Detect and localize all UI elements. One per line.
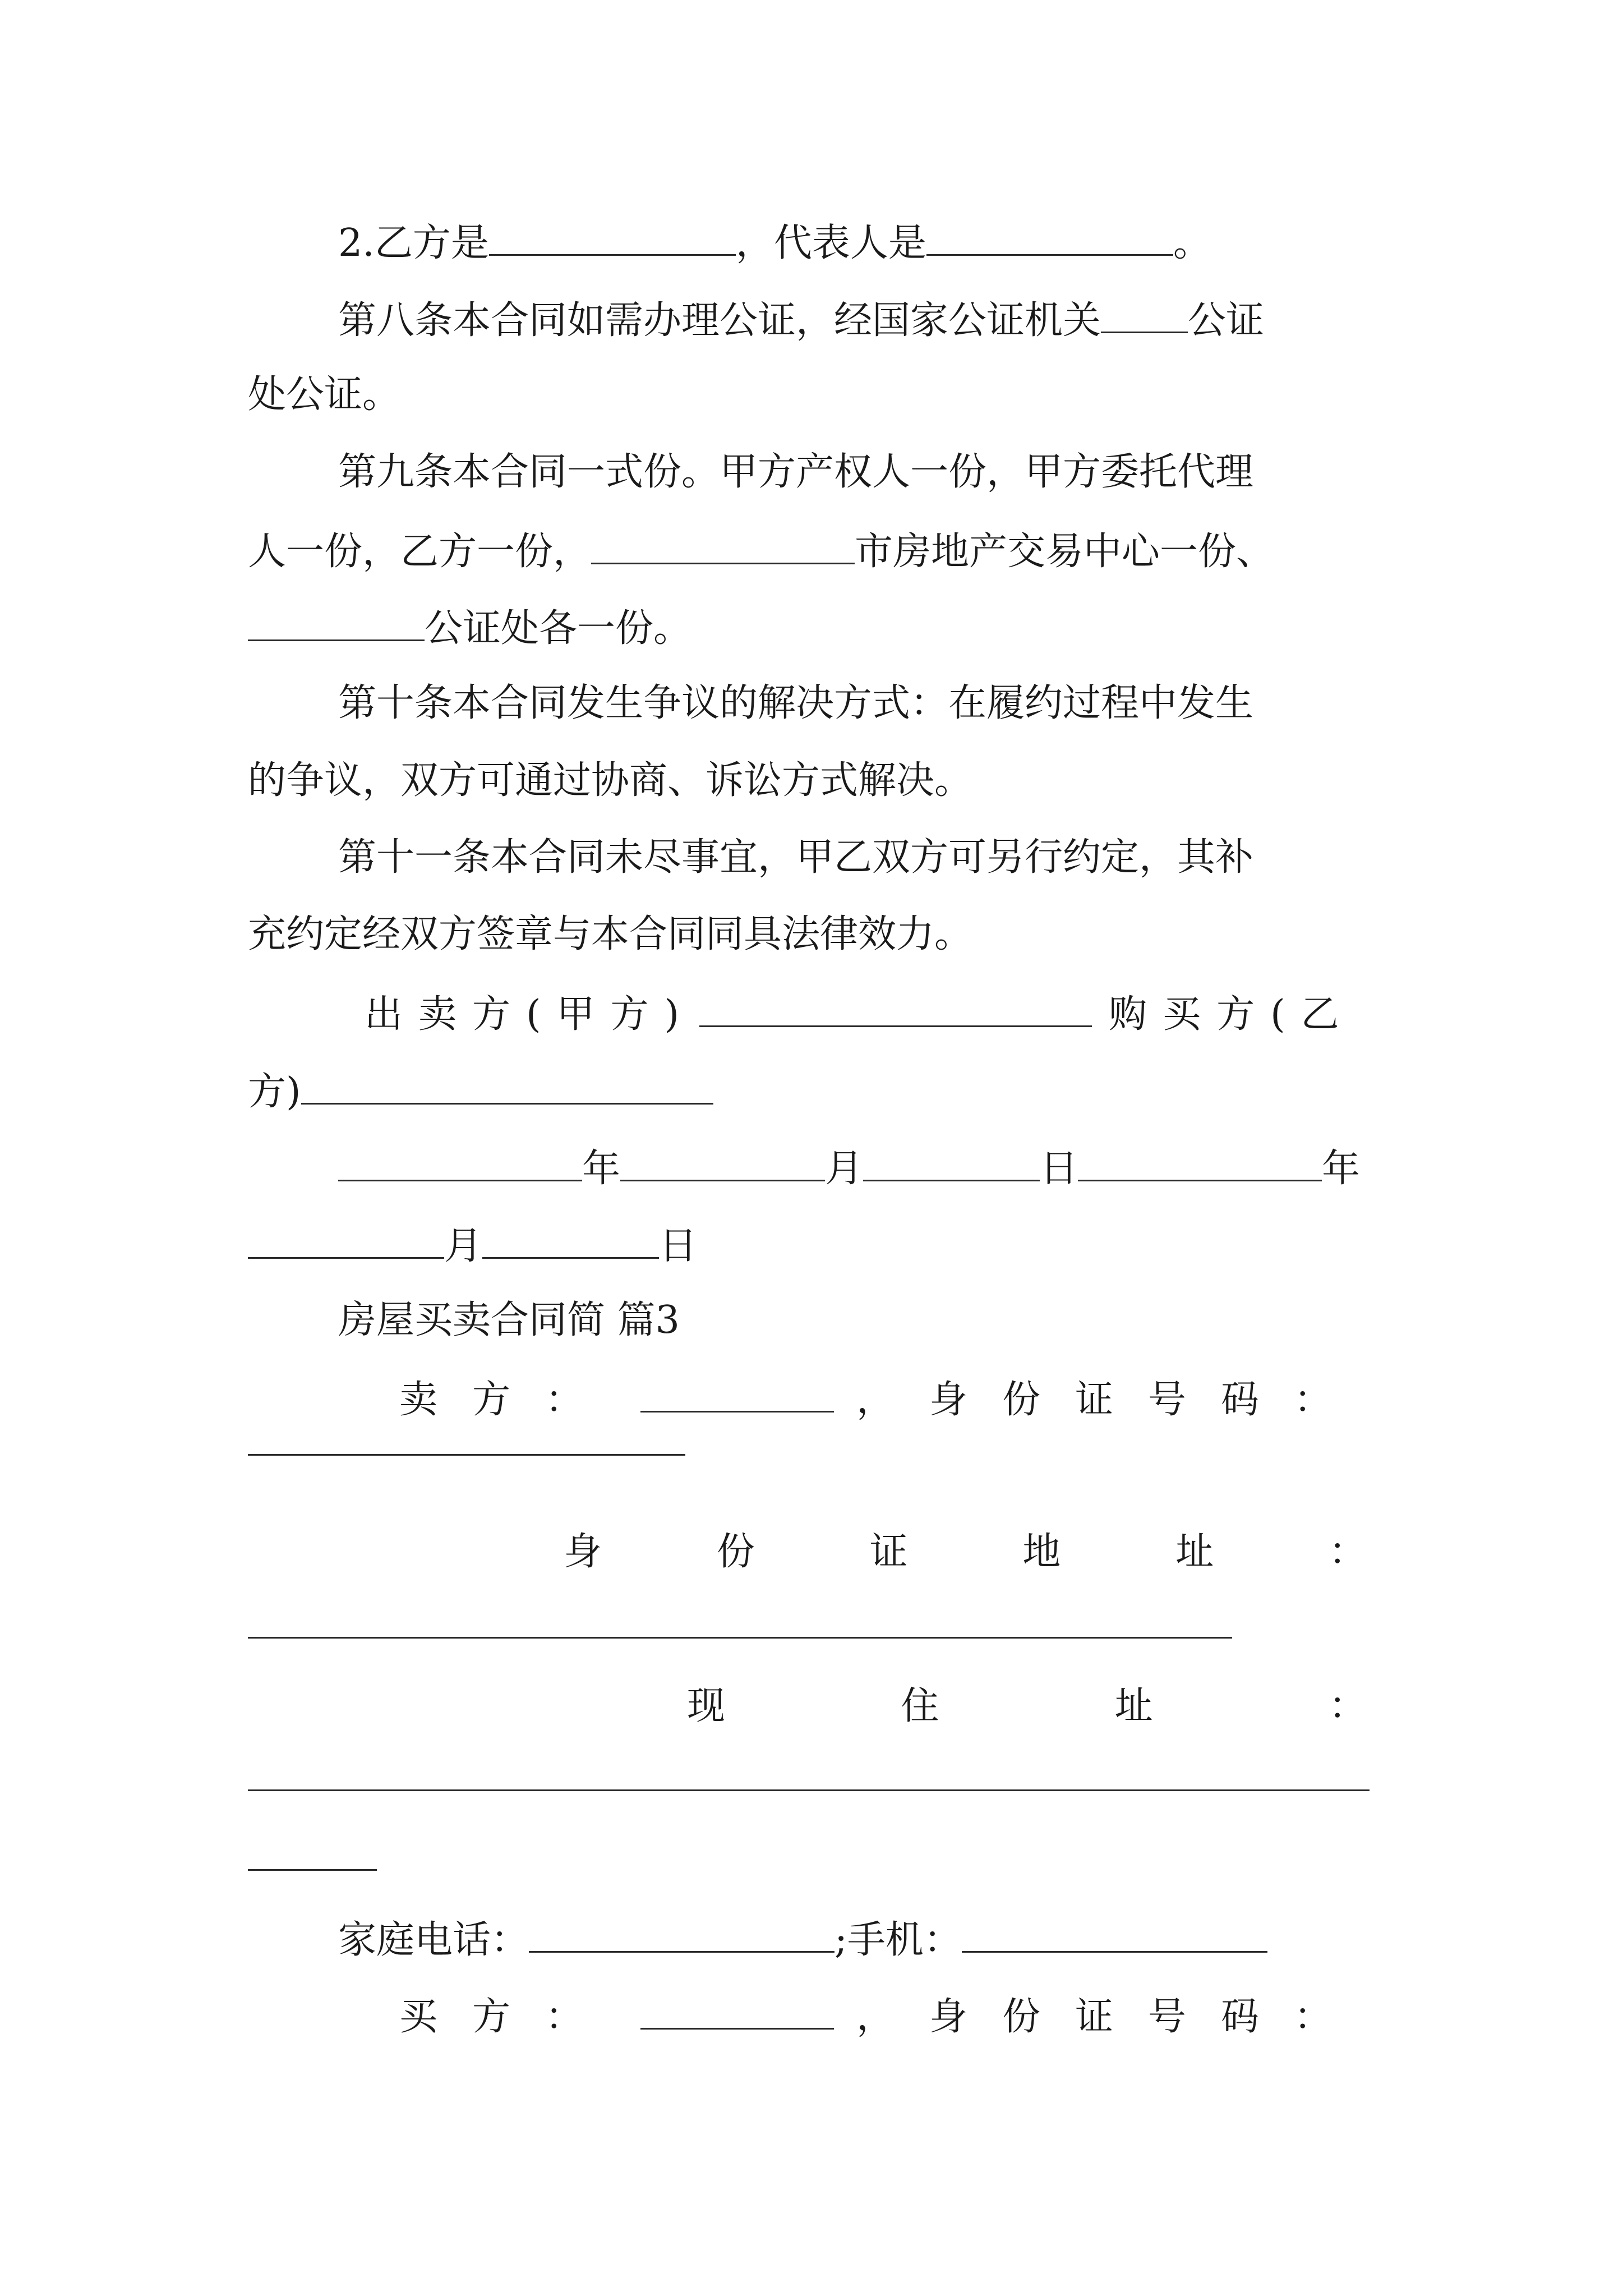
article-9-line-3: [248, 606, 692, 651]
current-address-colon: ：: [1328, 1684, 1367, 1728]
buyer-month-blank[interactable]: [248, 1225, 444, 1259]
city-blank[interactable]: [591, 530, 855, 564]
article-8-line-1: [338, 298, 1265, 343]
seller-name-blank[interactable]: [640, 1378, 834, 1412]
seller-label: 出卖方(甲方): [365, 992, 695, 1037]
period: 。: [1173, 220, 1211, 265]
article-8-tail: 公证: [1188, 298, 1265, 343]
id-address-char-5: 址: [1175, 1530, 1214, 1574]
current-address-char-2: 住: [901, 1684, 939, 1728]
id-address-char-3: 证: [869, 1530, 908, 1574]
seller-month-blank[interactable]: [620, 1147, 825, 1181]
buyer-day-blank[interactable]: [482, 1225, 659, 1259]
buyer-label-tail: 方): [248, 1069, 301, 1114]
current-address-line: [687, 1684, 1367, 1728]
article-9-line-1: 第九条本合同一式份。甲方产权人一份，甲方委托代理: [338, 450, 1254, 494]
seller-signature-blank[interactable]: [699, 993, 1092, 1027]
article-8-line-2: 处公证。: [248, 372, 401, 417]
id-address-line: [564, 1530, 1367, 1574]
buyer-signature-blank[interactable]: [301, 1070, 713, 1105]
phone-line: [338, 1917, 1267, 1962]
day-label-2: 日: [659, 1223, 698, 1268]
representative-blank[interactable]: [926, 222, 1173, 256]
current-address-blank-1[interactable]: [248, 1789, 1370, 1791]
year-label: 年: [582, 1146, 621, 1191]
article-8-text: 第八条本合同如需办理公证，经国家公证机关: [338, 298, 1101, 343]
article-10-line-1: 第十条本合同发生争议的解决方式：在履约过程中发生: [338, 681, 1254, 725]
article-9-line-2: [248, 529, 1275, 574]
buyer-label-text: 买方：: [399, 1994, 619, 2039]
notary-blank[interactable]: [248, 607, 425, 641]
seller-year-blank[interactable]: [338, 1147, 582, 1181]
signature-line: [365, 992, 1394, 1037]
seller-id-label: ，身份证号码：: [856, 1377, 1367, 1422]
mobile-label: ;手机：: [834, 1917, 962, 1962]
buyer-label-head: 购买方(乙: [1109, 992, 1355, 1037]
section-title: 房屋买卖合同简 篇3: [338, 1298, 680, 1342]
year-label-2: 年: [1322, 1146, 1361, 1191]
party-b-line: [338, 222, 1211, 263]
home-phone-label: 家庭电话：: [338, 1917, 529, 1962]
current-address-char-1: 现: [687, 1684, 726, 1728]
id-address-blank[interactable]: [248, 1637, 1232, 1639]
date-line-2: [248, 1225, 697, 1266]
article-9-copies-text: 人一份，乙方一份，: [248, 529, 592, 574]
notary-copy-text: 公证处各一份。: [425, 606, 692, 651]
id-address-char-4: 地: [1022, 1530, 1061, 1574]
seller-day-blank[interactable]: [863, 1147, 1040, 1181]
mobile-blank[interactable]: [962, 1918, 1267, 1953]
article-11-line-1: 第十一条本合同未尽事宜，甲乙双方可另行约定，其补: [338, 835, 1254, 880]
buyer-name-blank[interactable]: [640, 1995, 834, 2030]
day-label: 日: [1040, 1146, 1078, 1191]
party-b-label: 2.乙方是: [338, 220, 489, 265]
buyer-year-blank[interactable]: [1078, 1147, 1322, 1181]
home-phone-blank[interactable]: [529, 1918, 834, 1953]
id-address-char-2: 份: [716, 1530, 755, 1574]
seller-label-text: 卖方：: [399, 1377, 619, 1422]
party-b-name-blank[interactable]: [489, 222, 736, 256]
seller-line: [399, 1377, 1367, 1422]
article-10-line-2: 的争议，双方可通过协商、诉讼方式解决。: [248, 758, 973, 803]
representative-label: ，代表人是: [735, 220, 926, 265]
date-line-1: [338, 1146, 1361, 1191]
month-label: 月: [825, 1146, 864, 1191]
current-address-char-3: 址: [1114, 1684, 1153, 1728]
seller-id-number-blank[interactable]: [248, 1454, 685, 1456]
buyer-id-label: ，身份证号码：: [856, 1994, 1367, 2039]
id-address-colon: ：: [1328, 1530, 1367, 1574]
id-address-char-1: 身: [564, 1530, 602, 1574]
article-11-line-2: 充约定经双方签章与本合同同具法律效力。: [248, 912, 973, 956]
current-address-label: [687, 1684, 1367, 1728]
month-label-2: 月: [444, 1223, 483, 1268]
buyer-label-tail-line: [248, 1069, 713, 1114]
buyer-line: [399, 1994, 1367, 2039]
current-address-blank-2[interactable]: [248, 1869, 377, 1871]
notary-office-blank[interactable]: [1101, 299, 1188, 333]
trading-center-text: 市房地产交易中心一份、: [855, 529, 1275, 574]
id-address-label: [564, 1530, 1367, 1574]
